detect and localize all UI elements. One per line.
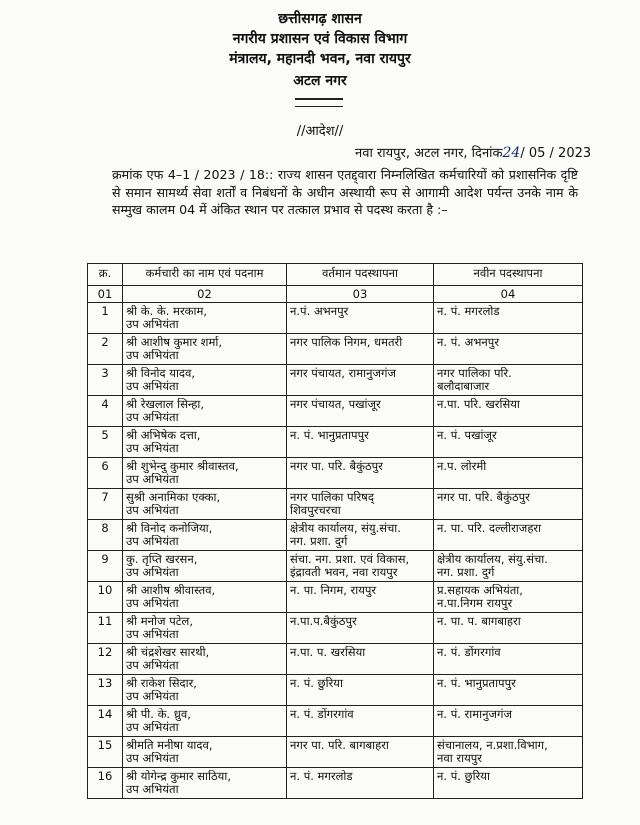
current-posting-line2: इंद्रावती भवन, नवा रायपुर [290,566,398,579]
new-posting-cell [434,396,583,427]
new-posting-cell [434,489,583,520]
employee-cell [123,706,287,737]
current-posting-line1: क्षेत्रीय कार्यालय, संयु.संचा. [290,522,401,535]
new-posting-line1: संचानालय, न.प्रशा.विभाग, [437,739,548,752]
serial-number: 5 [88,427,123,458]
new-posting-line1: न.पा. परि. खरसिया [437,398,520,411]
col-number: 04 [434,286,583,303]
employee-name: श्रीमति मनीषा यादव, [126,739,213,752]
new-posting-line1: न.प. लोरमी [437,460,487,473]
new-posting-cell [434,458,583,489]
employee-name: श्री पी. के. ध्रुव, [126,708,191,721]
current-posting-cell [287,365,434,396]
table-row [88,489,583,520]
employee-cell [123,303,287,334]
current-posting-cell [287,458,434,489]
employee-designation: उप अभियंता [126,721,179,734]
employee-cell [123,396,287,427]
serial-number: 4 [88,396,123,427]
department-name: नगरीय प्रशासन एवं विकास विभाग [232,31,408,47]
employee-designation: उप अभियंता [126,566,179,579]
new-posting-line2: बलौदाबाजार [437,380,490,393]
date-suffix: / 05 / 2023 [520,146,592,161]
serial-number: 14 [88,706,123,737]
new-posting-cell [434,768,583,799]
new-posting-cell [434,582,583,613]
serial-number: 3 [88,365,123,396]
new-posting-line1: क्षेत्रीय कार्यालय, संयु.संचा. [437,553,548,566]
order-paragraph: क्रमांक एफ 4–1 / 2023 / 18:: राज्य शासन एतद्द्वारा निम्नलिखित कर्मचारियों को प्रशासनिक दृष्टि से समान सामर्थ्य सेवा शर्तों व निबंधनों के अधीन अस्थायी रूप से आगामी आदेश पर्यन्त उनके नाम के सम्मुख कालम 04 में अंकित स्थान पर तत्काल प्रभाव से पदस्थ करता है :– [112,167,578,217]
current-posting-line1: नगर पा. परि. बागबाहरा [290,739,389,752]
new-posting-line1: न. पं. डोंगरगांव [437,646,501,659]
current-posting-cell [287,675,434,706]
date-day-handwritten: 24 [502,145,521,161]
current-posting-line1: संचा. नग. प्रशा. एवं विकास, [290,553,410,566]
new-posting-line1: नगर पालिका परि. [437,367,512,380]
table-row [88,334,583,365]
employee-designation: उप अभियंता [126,752,179,765]
current-posting-line1: न. पं. डोंगरगांव [290,708,354,721]
employee-name: श्री आशीष श्रीवास्तव, [126,584,216,597]
table-row [88,737,583,768]
employee-cell [123,675,287,706]
date-prefix: नवा रायपुर, अटल नगर, दिनांक [355,146,503,161]
current-posting-line2: नग. प्रशा. दुर्ग [290,535,348,548]
table-row [88,520,583,551]
table-row [88,458,583,489]
current-posting-cell [287,582,434,613]
serial-number: 2 [88,334,123,365]
table-row [88,706,583,737]
current-posting-cell [287,737,434,768]
city-name: अटल नगर [293,73,347,89]
employee-name: श्री विनोद यादव, [126,367,196,380]
header-new-posting: नवीन पदस्थापना [434,264,583,286]
current-posting-line1: न. पं. भानुप्रतापपुर [290,429,369,442]
employee-designation: उप अभियंता [126,380,179,393]
current-posting-line2: शिवपुरचरचा [290,504,341,517]
employee-designation: उप अभियंता [126,535,179,548]
current-posting-cell [287,768,434,799]
table-row [88,551,583,582]
current-posting-line1: न. पं. मगरलोड [290,770,353,783]
serial-number: 8 [88,520,123,551]
employee-name: श्री योगेन्द्र कुमार साठिया, [126,770,231,783]
current-posting-cell [287,706,434,737]
employee-cell [123,582,287,613]
new-posting-cell [434,334,583,365]
current-posting-cell [287,613,434,644]
employee-name: सुश्री अनामिका एक्का, [126,491,221,504]
employee-cell [123,768,287,799]
column-number-row [88,286,583,303]
serial-number: 7 [88,489,123,520]
table-row [88,427,583,458]
employee-designation: उप अभियंता [126,783,179,796]
current-posting-line1: नगर पंचायत, रामानुजगंज [290,367,397,380]
new-posting-line1: न. पं. भानुप्रतापपुर [437,677,516,690]
new-posting-cell [434,706,583,737]
serial-number: 13 [88,675,123,706]
current-posting-line1: नगर पंचायत, पखांजूर [290,398,381,411]
new-posting-line1: न. पं. पखांजूर [437,429,497,442]
serial-number: 1 [88,303,123,334]
new-posting-line1: न. पा. परि. दल्लीराजहरा [437,522,542,535]
new-posting-cell [434,551,583,582]
new-posting-cell [434,613,583,644]
employee-designation: उप अभियंता [126,659,179,672]
new-posting-cell [434,520,583,551]
employee-designation: उप अभियंता [126,318,179,331]
header-current-posting: वर्तमान पदस्थापना [287,264,434,286]
employee-designation: उप अभियंता [126,473,179,486]
current-posting-cell [287,334,434,365]
current-posting-cell [287,551,434,582]
serial-number: 10 [88,582,123,613]
order-dateline [355,143,591,161]
new-posting-line2: न.पा.निगम रायपुर [437,597,513,610]
serial-number: 6 [88,458,123,489]
current-posting-line1: न.पा.प.बैकुंठपुर [290,615,357,628]
employee-name: श्री राकेश सिदार, [126,677,197,690]
current-posting-cell [287,489,434,520]
header-name: कर्मचारी का नाम एवं पदनाम [123,264,287,286]
table-row [88,613,583,644]
employee-designation: उप अभियंता [126,442,179,455]
current-posting-line1: न.पं. अभनपुर [290,305,349,318]
table-row [88,675,583,706]
employee-name: श्री चंद्रशेखर सारथी, [126,646,210,659]
employee-name: श्री शुभेन्दु कुमार श्रीवास्तव, [126,460,239,473]
current-posting-cell [287,396,434,427]
new-posting-line2: नग. प्रशा. दुर्ग [437,566,495,579]
serial-number: 9 [88,551,123,582]
current-posting-cell [287,520,434,551]
current-posting-line1: नगर पा. परि. बैकुंठपुर [290,460,383,473]
employee-name: श्री के. के. मरकाम, [126,305,207,318]
current-posting-line1: न. पं. छुरिया [290,677,343,690]
employee-cell [123,458,287,489]
serial-number: 12 [88,644,123,675]
current-posting-line1: नगर पालिका परिषद् [290,491,374,504]
new-posting-line1: न. पं. रामानुजगंज [437,708,512,721]
employee-cell [123,737,287,768]
table-row [88,768,583,799]
employee-name: श्री मनोज पटेल, [126,615,193,628]
table-row [88,644,583,675]
employee-name: श्री विनोद कनोजिया, [126,522,213,535]
employee-cell [123,551,287,582]
current-posting-cell [287,427,434,458]
header-underline [295,98,343,107]
serial-number: 15 [88,737,123,768]
new-posting-line1: न. पं. छुरिया [437,770,490,783]
new-posting-line1: न. पं. मगरलोड [437,305,500,318]
new-posting-cell [434,303,583,334]
table-body [88,303,583,799]
employee-designation: उप अभियंता [126,597,179,610]
new-posting-cell [434,675,583,706]
employee-cell [123,427,287,458]
employee-designation: उप अभियंता [126,690,179,703]
employee-cell [123,644,287,675]
employee-cell [123,365,287,396]
new-posting-cell [434,365,583,396]
employee-name: श्री आशीष कुमार शर्मा, [126,336,223,349]
transfer-table [87,263,583,799]
table-row [88,582,583,613]
table-row [88,365,583,396]
employee-name: कु. तृप्ति खरसन, [126,553,198,566]
employee-name: श्री अभिषेक दत्ता, [126,429,201,442]
new-posting-line1: न. पं. अभनपुर [437,336,500,349]
employee-cell [123,489,287,520]
current-posting-line1: न.पा. प. खरसिया [290,646,366,659]
new-posting-cell [434,644,583,675]
col-number: 01 [88,286,123,303]
current-posting-cell [287,303,434,334]
employee-designation: उप अभियंता [126,411,179,424]
serial-number: 16 [88,768,123,799]
new-posting-line2: नवा रायपुर [437,752,482,765]
employee-name: श्री रेखलाल सिन्हा, [126,398,205,411]
order-title: //आदेश// [296,124,344,139]
government-name: छत्तीसगढ़ शासन [278,11,362,27]
table-row [88,396,583,427]
new-posting-line1: नगर पा. परि. बैकुंठपुर [437,491,530,504]
new-posting-line1: प्र.सहायक अभियंता, [437,584,523,597]
table-row [88,303,583,334]
serial-number: 11 [88,613,123,644]
employee-designation: उप अभियंता [126,504,179,517]
current-posting-line1: नगर पालिक निगम, धमतरी [290,336,403,349]
current-posting-line1: न. पा. निगम, रायपुर [290,584,377,597]
employee-designation: उप अभियंता [126,349,179,362]
employee-cell [123,613,287,644]
employee-cell [123,520,287,551]
employee-designation: उप अभियंता [126,628,179,641]
new-posting-cell [434,737,583,768]
col-number: 02 [123,286,287,303]
header-sn: क्र. [88,264,123,286]
table-header-row [88,264,583,286]
new-posting-cell [434,427,583,458]
col-number: 03 [287,286,434,303]
current-posting-cell [287,644,434,675]
ministry-address: मंत्रालय, महानदी भवन, नवा रायपुर [229,51,411,67]
new-posting-line1: न. पा. प. बागबाहरा [437,615,521,628]
employee-cell [123,334,287,365]
